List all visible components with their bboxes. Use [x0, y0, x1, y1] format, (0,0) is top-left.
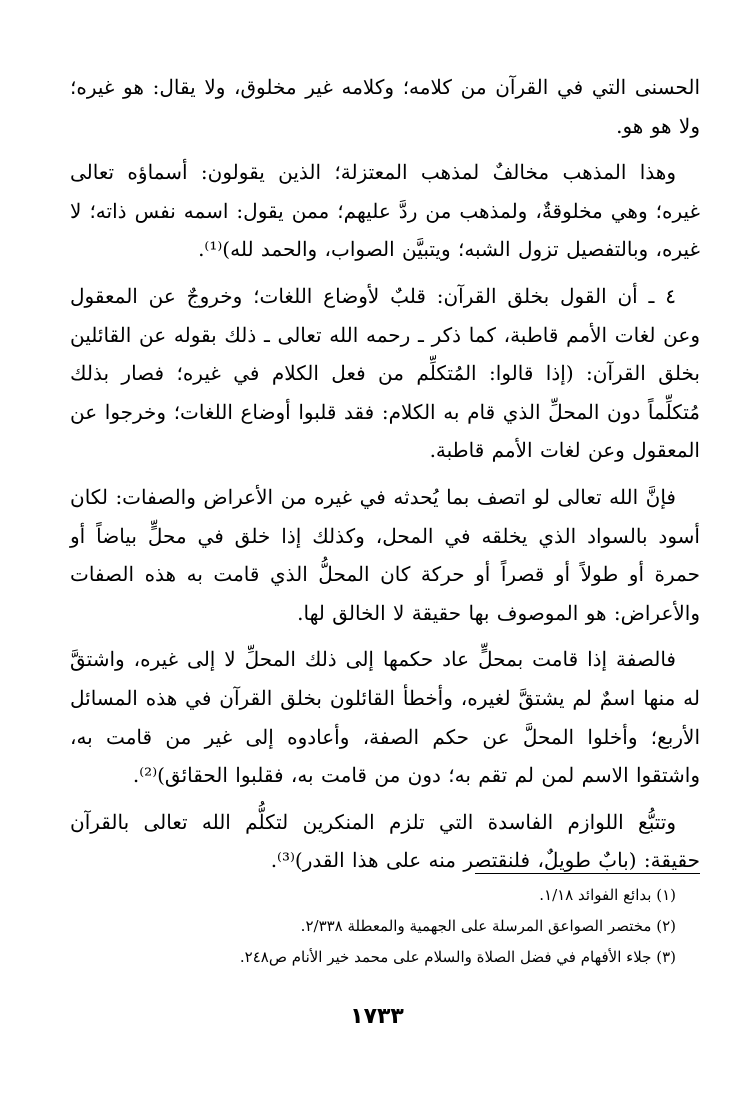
footnote-3: (٣) جلاء الأفهام في فضل الصلاة والسلام على محمد خير الأنام ص٢٤٨. [239, 948, 676, 966]
paragraph-3: ٤ ـ أن القول بخلق القرآن: قلبٌ لأوضاع اللغات؛ وخروجٌ عن المعقول وعن لغات الأمم قاطبة، كما ذكر ـ رحمه الله تعالى ـ ذلك بقوله عن القائلين بخلق القرآن: (إذا قالوا: المُتكلِّم من فعل الكلام في غيره؛ فصار بذلك مُتكلِّماً دون المحلِّ الذي قام به الكلام: فقد قلبوا أوضاع اللغات؛ وخرجوا عن المعقول وعن لغات الأمم قاطبة. [70, 283, 700, 463]
paragraph-5: فالصفة إذا قامت بمحلٍّ عاد حكمها إلى ذلك المحلِّ لا إلى غيره، واشتقَّ له منها اسمٌ لم يشتقَّ لغيره، وأخطأ القائلون بخلق القرآن في هذه المسائل الأربع؛ وأخلوا المحلَّ عن حكم الصفة، وأعادوه إلى غير من قامت به، واشتقوا الاسم لمن لم تقم به؛ دون من قامت به، فقلبوا الحقائق)⁽²⁾. [70, 647, 700, 788]
page-number: ١٧٣٣ [350, 1004, 404, 1029]
paragraph-2: وهذا المذهب مخالفٌ لمذهب المعتزلة؛ الذين يقولون: أسماؤه تعالى غيره؛ وهي مخلوقةٌ، ولمذهب من ردَّ عليهم؛ ممن يقول: اسمه نفس ذاته؛ لا غيره، وبالتفصيل تزول الشبه؛ ويتبيَّن الصواب، والحمد لله)⁽¹⁾. [70, 160, 700, 262]
footnote-divider [475, 873, 700, 874]
main-text [70, 68, 700, 888]
paragraph-6: وتتبُّع اللوازم الفاسدة التي تلزم المنكرين لتكلُّم الله تعالى بالقرآن حقيقة: (بابٌ طويلٌ، فلنقتصر منه على هذا القدر)⁽³⁾. [70, 809, 700, 873]
footnotes [70, 880, 700, 973]
paragraph-1: الحسنى التي في القرآن من كلامه؛ وكلامه غير مخلوق، ولا يقال: هو غيره؛ ولا هو هو. [70, 75, 700, 138]
paragraph-4: فإنَّ الله تعالى لو اتصف بما يُحدثه في غيره من الأعراض والصفات: لكان أسود بالسواد الذي يخلقه في المحل، وكذلك إذا خلق في محلٍّ بياضاً أو حمرة أو طولاً أو قصراً أو حركة كان المحلُّ الذي قامت به هذه الصفات والأعراض: هو الموصوف بها حقيقة لا الخالق لها. [70, 484, 700, 625]
footnote-2: (٢) مختصر الصواعق المرسلة على الجهمية والمعطلة ٢/٣٣٨. [300, 917, 676, 935]
footnote-1: (١) بدائع الفوائد ١/١٨. [539, 886, 676, 904]
